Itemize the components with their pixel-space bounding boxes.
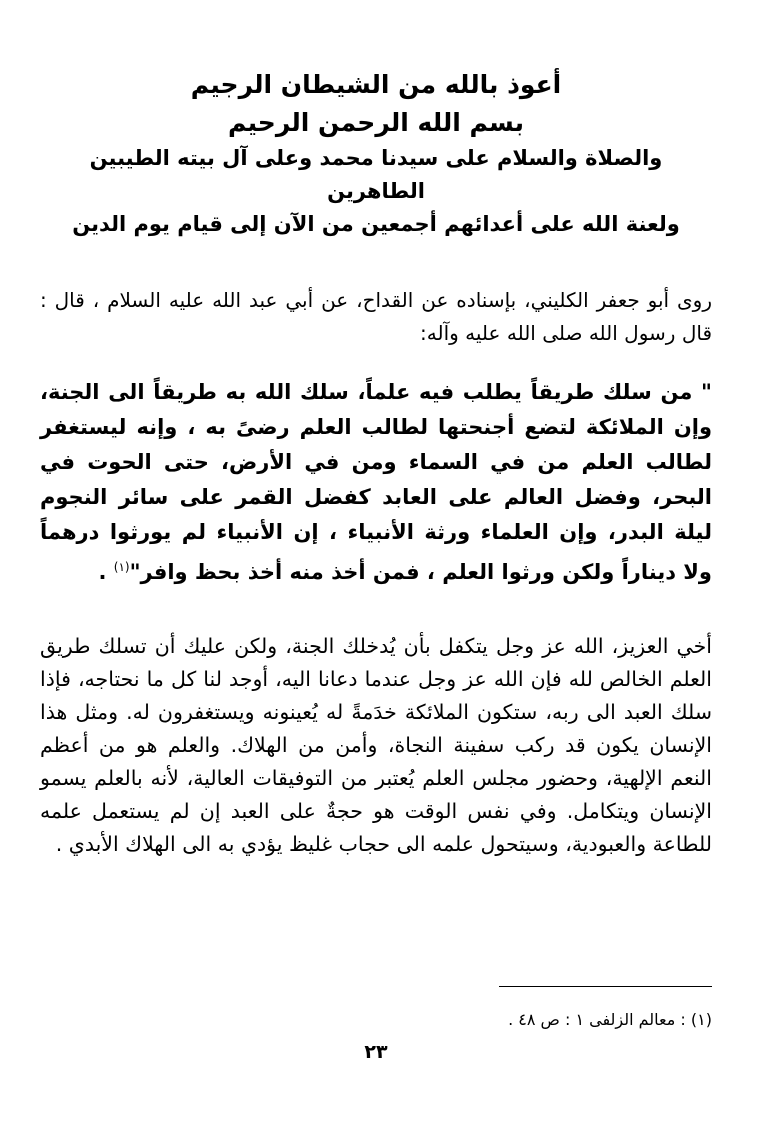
- header-basmala: بسم الله الرحمن الرحيم: [228, 108, 524, 137]
- header-salawat: والصلاة والسلام على سيدنا محمد وعلى آل بيته الطيبين الطاهرين: [89, 146, 663, 203]
- body-paragraph: أخي العزيز، الله عز وجل يتكفل بأن يُدخلك الجنة، ولكن عليك أن تسلك طريق العلم الخالص لله فإن الله عز وجل عندما دعانا اليه، أوجد لنا كل ما نحتاجه، فإذا سلك العبد الى ربه، ستكون الملائكة خدَمةً له يُعينونه ويستغفرون له. ومثل هذا الإنسان يكون قد ركب سفينة النجاة، وأمن من الهلاك. والعلم هو من أعظم النعم الإلهية، وحضور مجلس العلم يُعتبر من التوفيقات العالية، لأنه بالعلم يسمو الإنسان ويتكامل. وفي نفس الوقت هو حجةٌ على العبد إن لم يستعمل علمه للطاعة والعبودية، وسيتحول علمه الى حجاب غليظ يؤدي به الى الهلاك الأبدي .: [40, 634, 712, 856]
- document-page: [40, 0, 712, 1125]
- page-number: ٢٣: [364, 1041, 388, 1063]
- header-istiadha: أعوذ بالله من الشيطان الرجيم: [190, 70, 562, 99]
- hadith-paragraph: [40, 375, 712, 590]
- intro-paragraph: روى أبو جعفر الكليني، بإسناده عن القداح، عن أبي عبد الله عليه السلام ، قال : قال رسول الله صلى الله عليه وآله:: [40, 288, 712, 345]
- hadith-end: .: [98, 560, 107, 584]
- footnote-divider: [499, 986, 712, 987]
- header-block: [40, 66, 712, 241]
- footnote-text: (١) : معالم الزلفى ١ : ص ٤٨ .: [508, 1010, 712, 1029]
- header-laana: ولعنة الله على أعدائهم أجمعين من الآن إلى قيام يوم الدين: [72, 212, 680, 236]
- hadith-text: " من سلك طريقاً يطلب فيه علماً، سلك الله به طريقاً الى الجنة، وإن الملائكة لتضع أجنحتها لطالب العلم رضىً به ، وإنه ليستغفر لطالب العلم من في السماء ومن في الأرض، حتى الحوت في البحر، وفضل العالم على العابد كفضل القمر على سائر النجوم ليلة البدر، وإن العلماء ورثة الأنبياء ، إن الأنبياء لم يورثوا درهماً ولا ديناراً ولكن ورثوا العلم ، فمن أخذ منه أخذ بحظ وافر": [40, 380, 712, 584]
- footnote-marker: (١): [113, 560, 130, 574]
